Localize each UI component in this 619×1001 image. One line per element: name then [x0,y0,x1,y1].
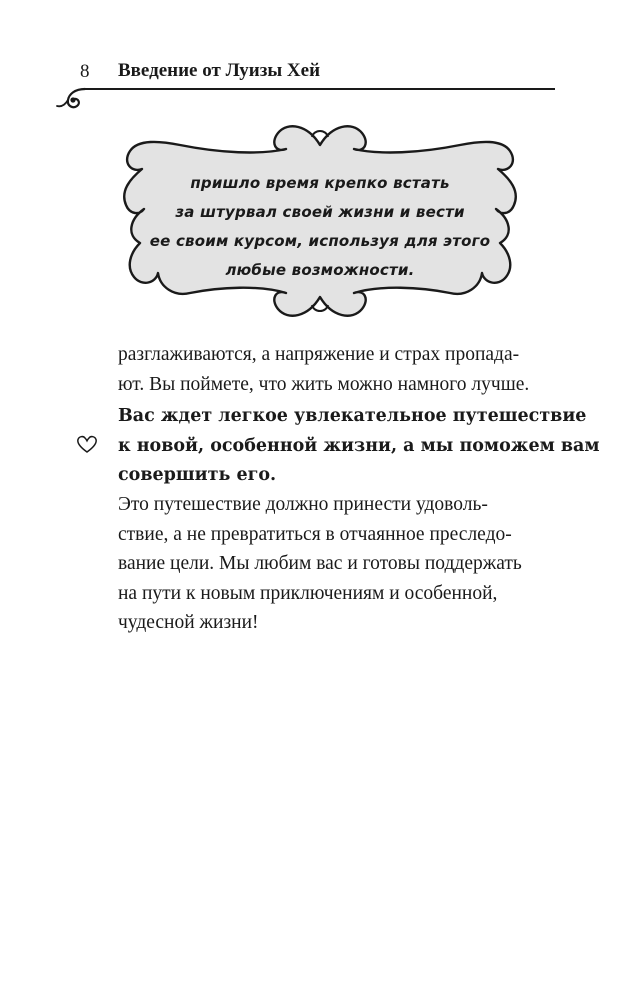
text-line: на пути к новым приключениям и особенной, [118,582,498,604]
text-line: Вас ждет легкое увлекательное путешествие [118,406,587,426]
callout-line: любые возможности. [225,261,415,279]
paragraph-2-bold [118,402,600,491]
quote-callout [100,115,540,327]
text-line: вание цели. Мы любим вас и готовы поддержать [118,553,522,574]
text-line: ствие, а не превратиться в отчаянное преследо- [118,523,512,545]
page-number: 8 [80,61,90,82]
callout-text [140,169,500,285]
running-title: Введение от Луизы Хей [118,60,321,81]
swirl-flourish-icon [55,76,555,116]
paragraph-3 [118,490,538,638]
text-line: разглаживаются, а напряжение и страх пропада- [118,344,520,365]
callout-line: пришло время крепко встать [190,174,450,192]
text-line: Это путешествие должно принести удоволь- [118,494,488,515]
text-line: чудесной жизни! [118,612,259,633]
heart-icon [76,434,98,454]
page-header [0,0,619,110]
text-line: совершить его. [118,465,277,485]
callout-line: ее своим курсом, используя для этого [149,232,491,250]
text-line: ют. Вы поймете, что жить можно намного лучше. [118,373,530,395]
text-line: к новой, особенной жизни, а мы поможем вам [118,435,600,456]
callout-line: за штурвал своей жизни и вести [175,203,465,221]
paragraph-1 [118,340,538,399]
